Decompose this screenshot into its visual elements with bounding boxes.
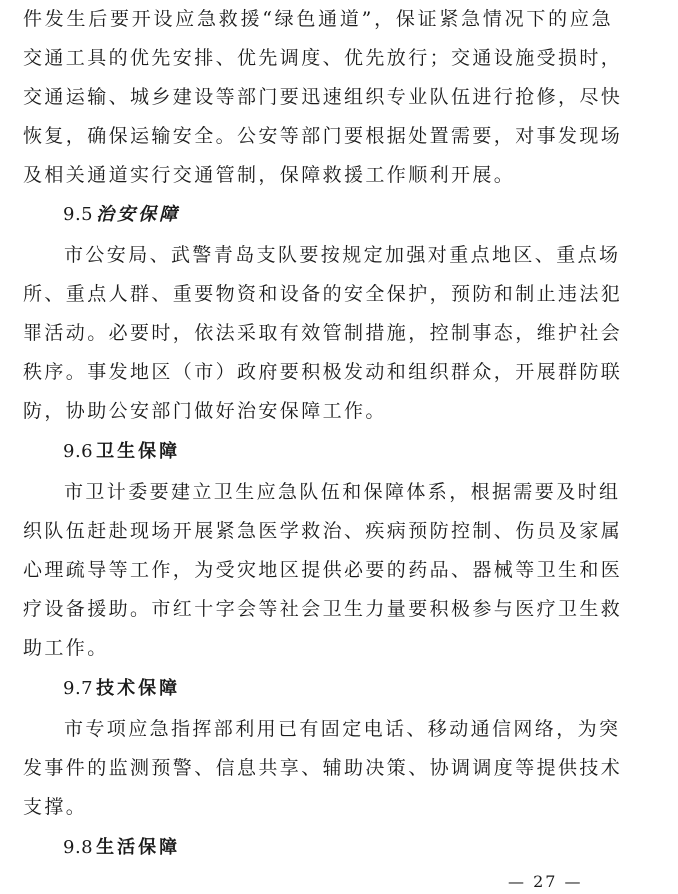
paragraph-line: 件发生后要开设应急救援“绿色通道”，保证紧急情况下的应急 <box>23 8 613 30</box>
paragraph-line: 助工作。 <box>23 637 109 659</box>
paragraph-line: 支撑。 <box>23 796 88 818</box>
paragraph-line: 发事件的监测预警、信息共享、辅助决策、协调调度等提供技术 <box>23 757 623 779</box>
paragraph-line: 罪活动。必要时，依法采取有效管制措施，控制事态，维护社会 <box>23 322 623 344</box>
paragraph-line: 交通工具的优先安排、优先调度、优先放行；交通设施受损时， <box>23 47 623 69</box>
paragraph-line: 所、重点人群、重要物资和设备的安全保护，预防和制止违法犯 <box>23 283 623 305</box>
paragraph-line: 恢复，确保运输安全。公安等部门要根据处置需要，对事发现场 <box>23 125 623 147</box>
section-number: 9.7 <box>63 678 94 699</box>
section-heading-9-7 <box>63 677 180 701</box>
paragraph-line: 市卫计委要建立卫生应急队伍和保障体系，根据需要及时组 <box>64 481 621 503</box>
paragraph-line: 及相关通道实行交通管制，保障救援工作顺利开展。 <box>23 164 516 186</box>
section-number: 9.5 <box>63 204 94 225</box>
section-heading-9-6 <box>63 440 180 464</box>
paragraph-line: 疗设备援助。市红十字会等社会卫生力量要积极参与医疗卫生救 <box>23 598 623 620</box>
section-number: 9.6 <box>63 441 94 462</box>
section-title: 治安保障 <box>96 204 181 225</box>
page-number: — 27 — <box>508 872 583 891</box>
paragraph-line: 市公安局、武警青岛支队要按规定加强对重点地区、重点场 <box>64 244 621 266</box>
paragraph-line: 织队伍赶赴现场开展紧急医学救治、疾病预防控制、伤员及家属 <box>23 520 623 542</box>
section-title: 技术保障 <box>96 678 181 699</box>
section-title: 卫生保障 <box>96 441 181 462</box>
paragraph-line: 市专项应急指挥部利用已有固定电话、移动通信网络，为突 <box>64 718 621 740</box>
section-heading-9-8 <box>63 836 180 860</box>
section-title: 生活保障 <box>96 837 181 858</box>
paragraph-line: 秩序。事发地区（市）政府要积极发动和组织群众，开展群防联 <box>23 361 623 383</box>
section-number: 9.8 <box>63 837 94 858</box>
paragraph-line: 防，协助公安部门做好治安保障工作。 <box>23 400 387 422</box>
paragraph-line: 交通运输、城乡建设等部门要迅速组织专业队伍进行抢修，尽快 <box>23 86 623 108</box>
paragraph-line: 心理疏导等工作，为受灾地区提供必要的药品、器械等卫生和医 <box>23 559 623 581</box>
section-heading-9-5 <box>63 203 180 227</box>
